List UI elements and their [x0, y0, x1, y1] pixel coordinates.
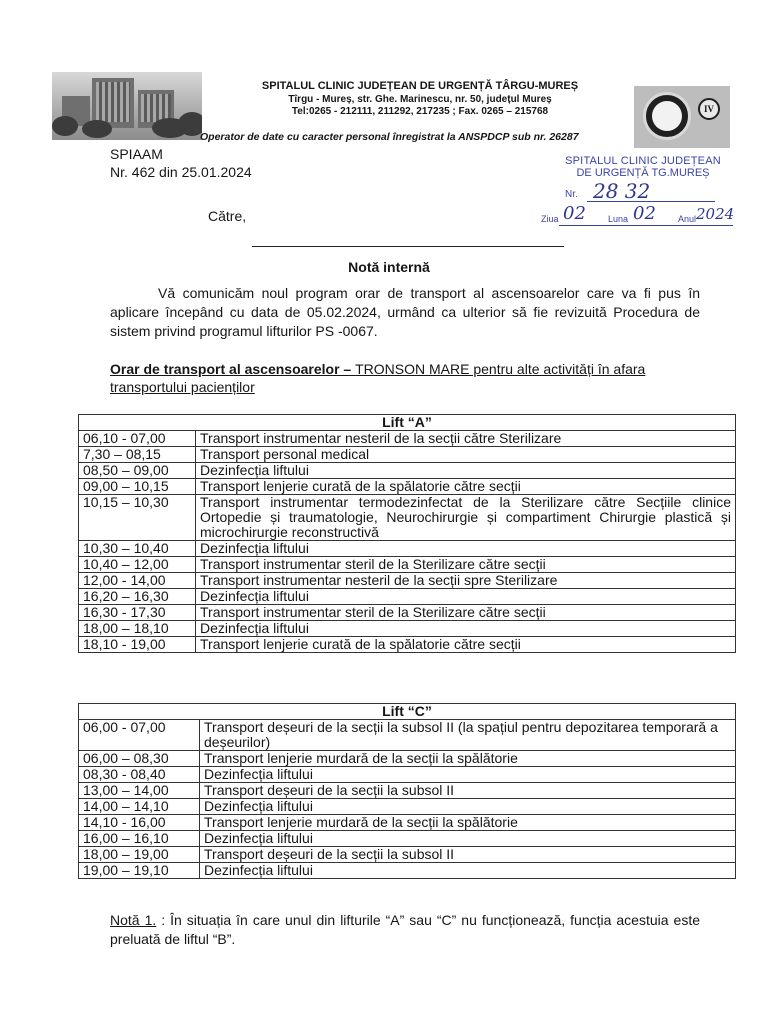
time-cell: 06,00 - 07,00 — [79, 720, 200, 751]
activity-cell: Dezinfecția liftului — [200, 799, 736, 815]
time-cell: 16,30 - 17,30 — [79, 605, 196, 621]
stamp-nr-label: Nr. — [565, 189, 578, 200]
recipient-label: Către, — [208, 208, 247, 224]
activity-cell: Transport deșeuri de la secții la subsol II — [200, 847, 736, 863]
page-title: Notă internă — [348, 259, 430, 275]
note-paragraph — [110, 911, 700, 949]
time-cell: 12,00 - 14,00 — [79, 573, 196, 589]
note-text: : În situația în care unul din lifturile “A” sau “C” nu funcționează, funcția acestuia este preluată de liftul “B”. — [110, 912, 700, 947]
activity-cell: Transport deșeuri de la secții la subsol II (la spațiul pentru depozitarea temporară a deșeurilor) — [200, 720, 736, 751]
table-row — [79, 479, 736, 495]
stamp-nr-value: 28 32 — [593, 179, 651, 203]
time-cell: 18,00 – 19,00 — [79, 847, 200, 863]
activity-cell: Dezinfecția liftului — [196, 589, 736, 605]
schedule-subtitle — [110, 360, 700, 396]
stamp-nr-underline — [587, 201, 715, 202]
time-cell: 7,30 – 08,15 — [79, 447, 196, 463]
activity-cell: Transport instrumentar nesteril de la secții către Sterilizare — [196, 431, 736, 447]
time-cell: 18,10 - 19,00 — [79, 637, 196, 653]
time-cell: 16,20 – 16,30 — [79, 589, 196, 605]
activity-cell: Dezinfecția liftului — [200, 863, 736, 879]
table-row — [79, 605, 736, 621]
lift-a-header: Lift “A” — [79, 415, 736, 431]
table-row — [79, 751, 736, 767]
activity-cell: Transport deșeuri de la secții la subsol II — [200, 783, 736, 799]
stamp-anul-label: Anul — [678, 214, 697, 224]
time-cell: 18,00 – 18,10 — [79, 621, 196, 637]
time-cell: 19,00 – 19,10 — [79, 863, 200, 879]
time-cell: 16,00 – 16,10 — [79, 831, 200, 847]
activity-cell: Transport instrumentar termodezinfectat de la Sterilizare către Secțiile clinice Ortopedie și traumatologie, Neurochirurgie și compartiment Chirurgie plastică și microchirurgie reconstructivă — [196, 495, 736, 541]
registration-stamp — [533, 153, 733, 235]
table-row — [79, 589, 736, 605]
institution-contact: Tel:0265 - 212111, 211292, 217235 ; Fax. 0265 – 215768 — [291, 106, 549, 117]
subtitle-bold: Orar de transport al ascensoarelor – — [110, 361, 356, 377]
activity-cell: Transport lenjerie murdară de la secții la spălătorie — [200, 815, 736, 831]
stamp-line-2: DE URGENȚĂ TG.MUREȘ — [576, 167, 710, 179]
activity-cell: Transport lenjerie curată de la spălatorie către secții — [196, 637, 736, 653]
table-row — [79, 495, 736, 541]
table-row — [79, 447, 736, 463]
table-row — [79, 847, 736, 863]
table-row — [79, 720, 736, 751]
activity-cell: Dezinfecția liftului — [200, 831, 736, 847]
activity-cell: Dezinfecția liftului — [196, 463, 736, 479]
time-cell: 14,00 – 14,10 — [79, 799, 200, 815]
lift-a-table — [78, 414, 736, 653]
time-cell: 14,10 - 16,00 — [79, 815, 200, 831]
lift-c-table — [78, 703, 736, 879]
activity-cell: Transport instrumentar nesteril de la secții spre Sterilizare — [196, 573, 736, 589]
activity-cell: Dezinfecția liftului — [196, 621, 736, 637]
lift-c-header: Lift “C” — [79, 704, 736, 720]
activity-cell: Dezinfecția liftului — [196, 541, 736, 557]
stamp-ziua-value: 02 — [563, 203, 586, 224]
institution-name: SPITALUL CLINIC JUDEȚEAN DE URGENȚĂ TÂRGU-MUREȘ — [261, 80, 579, 92]
institution-address: Tîrgu - Mureș, str. Ghe. Marinescu, nr. 50, județul Mureș — [288, 94, 552, 105]
activity-cell: Transport lenjerie murdară de la secții la spălătorie — [200, 751, 736, 767]
table-row — [79, 799, 736, 815]
table-row — [79, 637, 736, 653]
stamp-anul-value: 2024 — [696, 205, 735, 223]
hospital-building-photo — [52, 72, 202, 140]
table-row — [79, 557, 736, 573]
department-code: SPIAAM — [110, 146, 163, 162]
table-row — [79, 831, 736, 847]
document-number: Nr. 462 din 25.01.2024 — [110, 164, 252, 180]
stamp-date-underline — [559, 225, 733, 226]
table-row — [79, 573, 736, 589]
time-cell: 09,00 – 10,15 — [79, 479, 196, 495]
time-cell: 08,30 - 08,40 — [79, 767, 200, 783]
stamp-line-1: SPITALUL CLINIC JUDEȚEAN — [565, 155, 721, 167]
table-row — [79, 863, 736, 879]
certification-seal-icon — [634, 86, 730, 148]
note-label: Notă 1. — [110, 912, 157, 928]
table-row — [79, 783, 736, 799]
stamp-luna-value: 02 — [633, 203, 656, 224]
table-row — [79, 621, 736, 637]
time-cell: 10,30 – 10,40 — [79, 541, 196, 557]
level-badge: IV — [698, 98, 720, 120]
intro-paragraph: Vă comunicăm noul program orar de transport al ascensoarelor care va fi pus în aplicare începând cu data de 05.02.2024, urmând ca ulterior să fie revizuită Procedura de sistem privind programul lifturilor PS -0067. — [110, 285, 700, 339]
time-cell: 10,15 – 10,30 — [79, 495, 196, 541]
data-operator-line: Operator de date cu caracter personal înregistrat la ANSPDCP sub nr. 26287 — [200, 131, 579, 143]
time-cell: 10,40 – 12,00 — [79, 557, 196, 573]
activity-cell: Transport instrumentar steril de la Sterilizare către secții — [196, 557, 736, 573]
time-cell: 06,00 – 08,30 — [79, 751, 200, 767]
time-cell: 06,10 - 07,00 — [79, 431, 196, 447]
activity-cell: Transport lenjerie curată de la spălatorie către secții — [196, 479, 736, 495]
recipient-line — [252, 246, 564, 247]
table-row — [79, 541, 736, 557]
time-cell: 13,00 – 14,00 — [79, 783, 200, 799]
table-row — [79, 431, 736, 447]
table-row — [79, 463, 736, 479]
stamp-luna-label: Luna — [608, 214, 629, 224]
table-row — [79, 767, 736, 783]
activity-cell: Transport personal medical — [196, 447, 736, 463]
subtitle-rest: TRONSON MARE pentru alte activități în afara transportului pacienților — [110, 361, 646, 395]
activity-cell: Dezinfecția liftului — [200, 767, 736, 783]
activity-cell: Transport instrumentar steril de la Sterilizare către secții — [196, 605, 736, 621]
stamp-ziua-label: Ziua — [541, 214, 559, 224]
time-cell: 08,50 – 09,00 — [79, 463, 196, 479]
table-row — [79, 815, 736, 831]
